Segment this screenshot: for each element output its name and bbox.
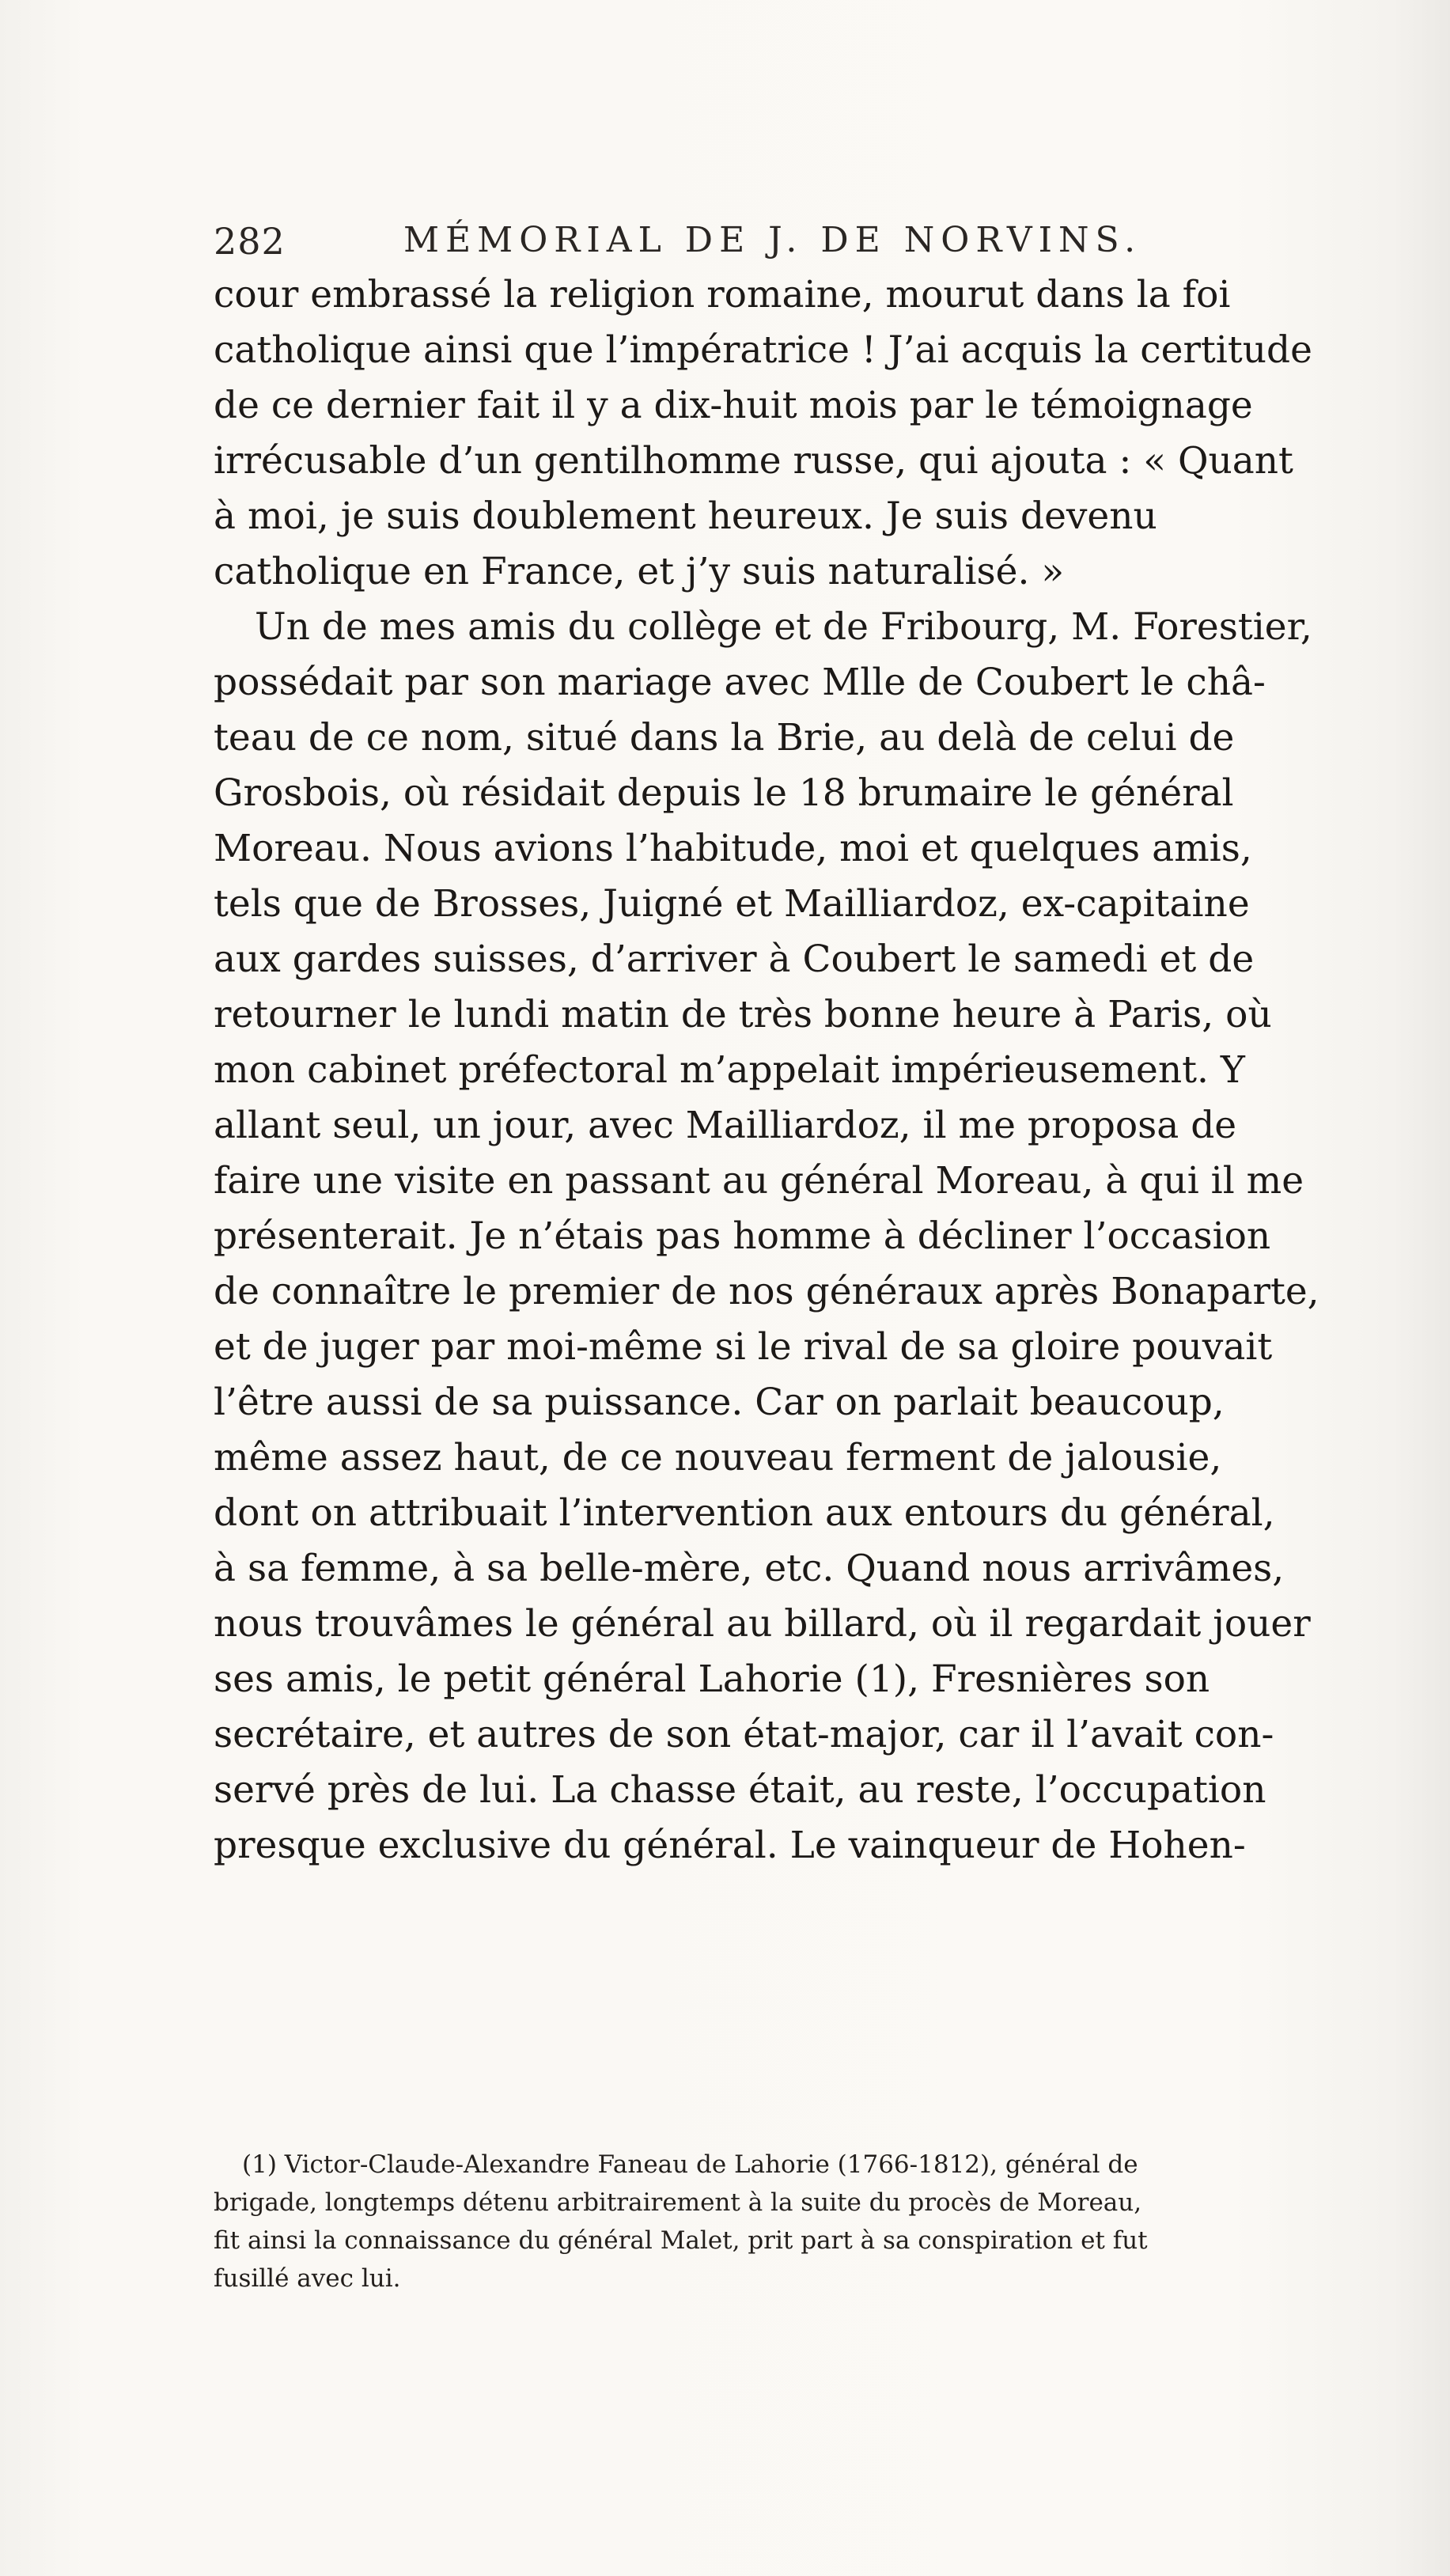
footnote-line: (1) Victor-Claude-Alexandre Faneau de Lahorie (1766-1812), général de: [242, 2150, 1138, 2179]
text-line: tels que de Brosses, Juigné et Mailliardoz, ex-capitaine: [214, 882, 1250, 926]
text-line: cour embrassé la religion romaine, mourut dans la foi: [214, 273, 1231, 316]
text-line: mon cabinet préfectoral m’appelait impérieusement. Y: [214, 1048, 1245, 1092]
paragraph-start-line: Un de mes amis du collège et de Fribourg, M. Forestier,: [255, 605, 1312, 649]
text-line: irrécusable d’un gentilhomme russe, qui ajouta : « Quant: [214, 439, 1293, 483]
text-line: et de juger par moi-même si le rival de sa gloire pouvait: [214, 1325, 1273, 1369]
text-line: de ce dernier fait il y a dix-huit mois par le témoignage: [214, 384, 1253, 427]
text-line: retourner le lundi matin de très bonne heure à Paris, où: [214, 993, 1272, 1036]
text-line: présenterait. Je n’étais pas homme à décliner l’occasion: [214, 1214, 1271, 1258]
text-line: servé près de lui. La chasse était, au reste, l’occupation: [214, 1768, 1266, 1812]
running-title: MÉMORIAL DE J. DE NORVINS.: [403, 220, 1142, 260]
text-line: presque exclusive du général. Le vainqueur de Hohen-: [214, 1824, 1246, 1867]
text-line: catholique en France, et j’y suis naturalisé. »: [214, 550, 1065, 593]
text-line: Grosbois, où résidait depuis le 18 brumaire le général: [214, 771, 1234, 815]
page-number: 282: [214, 220, 286, 263]
text-line: possédait par son mariage avec Mlle de Coubert le châ-: [214, 661, 1266, 704]
text-line: ses amis, le petit général Lahorie (1), Fresnières son: [214, 1657, 1210, 1701]
text-line: catholique ainsi que l’impératrice ! J’ai acquis la certitude: [214, 328, 1312, 372]
text-line: Moreau. Nous avions l’habitude, moi et quelques amis,: [214, 827, 1252, 870]
text-line: faire une visite en passant au général Moreau, à qui il me: [214, 1159, 1304, 1203]
text-line: de connaître le premier de nos généraux après Bonaparte,: [214, 1270, 1319, 1313]
footnote-line: fit ainsi la connaissance du général Malet, prit part à sa conspiration et fut: [214, 2226, 1148, 2255]
text-line: nous trouvâmes le général au billard, où il regardait jouer: [214, 1602, 1311, 1646]
footnote-line: fusillé avec lui.: [214, 2264, 401, 2293]
text-line: teau de ce nom, situé dans la Brie, au delà de celui de: [214, 716, 1235, 760]
text-line: secrétaire, et autres de son état-major, car il l’avait con-: [214, 1713, 1274, 1756]
footnote-line: brigade, longtemps détenu arbitrairement à la suite du procès de Moreau,: [214, 2188, 1142, 2217]
text-line: allant seul, un jour, avec Mailliardoz, il me proposa de: [214, 1104, 1237, 1147]
footnote: [214, 2146, 1369, 2298]
page-header: [214, 214, 1369, 269]
text-line: l’être aussi de sa puissance. Car on parlait beaucoup,: [214, 1381, 1225, 1424]
text-line: aux gardes suisses, d’arriver à Coubert le samedi et de: [214, 938, 1255, 981]
text-line: même assez haut, de ce nouveau ferment de jalousie,: [214, 1436, 1222, 1479]
text-line: à moi, je suis doublement heureux. Je suis devenu: [214, 494, 1157, 538]
text-line: à sa femme, à sa belle-mère, etc. Quand nous arrivâmes,: [214, 1547, 1285, 1590]
text-line: dont on attribuait l’intervention aux entours du général,: [214, 1491, 1275, 1535]
main-text: [214, 267, 1361, 1873]
